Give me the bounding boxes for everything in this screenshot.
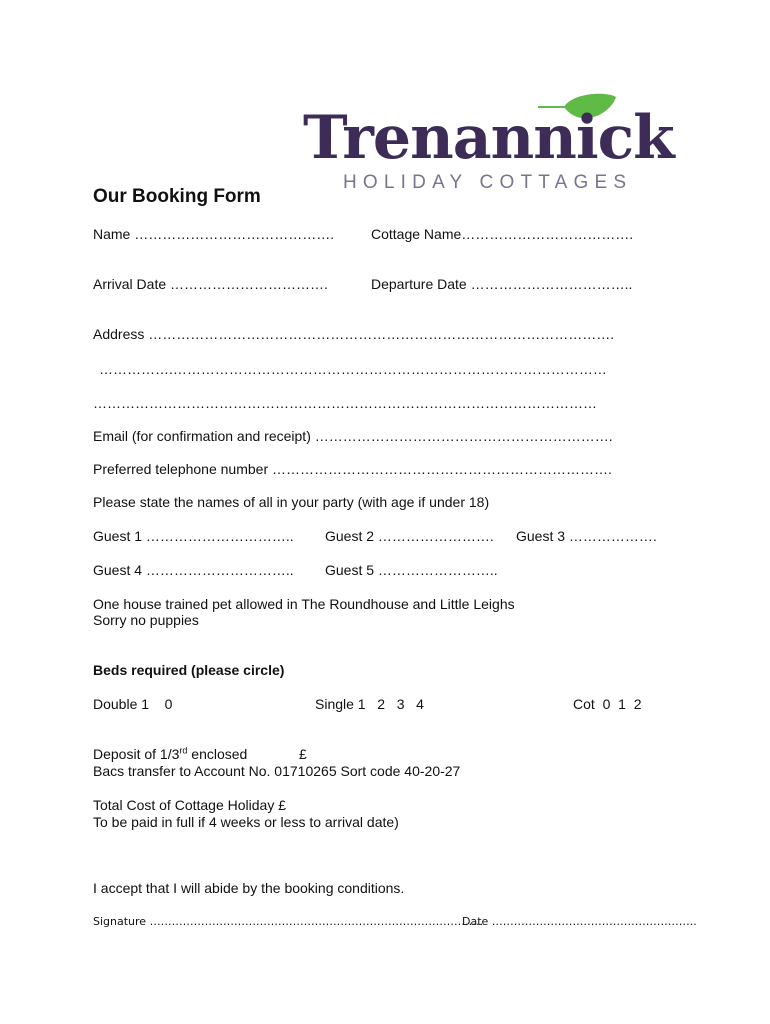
logo-wordmark: Trenannick <box>303 103 674 173</box>
guest-4-field[interactable]: Guest 4 ………………………….. <box>93 562 294 578</box>
telephone-field[interactable]: Preferred telephone number ………………………………………………………………. <box>93 461 612 477</box>
bacs-details: Bacs transfer to Account No. 01710265 Sort code 40-20-27 <box>93 763 461 779</box>
guest-3-field[interactable]: Guest 3 ………………. <box>516 528 657 544</box>
address-field-line-1[interactable]: Address ………………………………………………………………………………………. <box>93 326 615 342</box>
guest-1-field[interactable]: Guest 1 ………………………….. <box>93 528 294 544</box>
cottage-name-field[interactable]: Cottage Name………………………………. <box>371 226 634 242</box>
deposit-label-suffix: enclosed <box>187 746 248 762</box>
accept-statement: I accept that I will abide by the booking conditions. <box>93 880 405 896</box>
departure-date-field[interactable]: Departure Date …………………………….. <box>371 276 633 292</box>
pet-policy: One house trained pet allowed in The Roundhouse and Little Leighs <box>93 596 515 612</box>
date-field[interactable]: Date ……………………………………………….. <box>462 915 697 928</box>
address-field-line-3[interactable]: ……………………………………………………………………………………………… <box>93 395 597 411</box>
payment-note: To be paid in full if 4 weeks or less to arrival date) <box>93 814 399 830</box>
deposit-line <box>93 746 247 762</box>
total-cost-field[interactable]: Total Cost of Cottage Holiday £ <box>93 797 286 813</box>
email-field[interactable]: Email (for confirmation and receipt) ………………………………………………………. <box>93 428 613 444</box>
deposit-label: Deposit of 1/3 <box>93 746 180 762</box>
name-field[interactable]: Name ……………………………………. <box>93 226 335 242</box>
guest-5-field[interactable]: Guest 5 …………………….. <box>325 562 498 578</box>
logo-tagline: HOLIDAY COTTAGES <box>343 172 633 193</box>
form-title: Our Booking Form <box>93 186 261 207</box>
beds-heading: Beds required (please circle) <box>93 662 285 678</box>
address-field-line-2[interactable]: …………….………………………………………………………………………………… <box>99 361 607 377</box>
beds-single-options[interactable]: Single 1 2 3 4 <box>315 696 424 712</box>
party-prompt: Please state the names of all in your party (with age if under 18) <box>93 494 490 510</box>
deposit-ordinal: rd <box>179 745 188 756</box>
beds-double-options[interactable]: Double 1 0 <box>93 696 173 712</box>
deposit-amount-field[interactable]: £ <box>299 746 307 762</box>
signature-field[interactable]: Signature ………………………………………………………………………………. <box>93 915 484 928</box>
beds-cot-options[interactable]: Cot 0 1 2 <box>573 696 642 712</box>
guest-2-field[interactable]: Guest 2 ……………………. <box>325 528 494 544</box>
arrival-date-field[interactable]: Arrival Date ……………………………. <box>93 276 328 292</box>
pet-policy-note: Sorry no puppies <box>93 612 199 628</box>
